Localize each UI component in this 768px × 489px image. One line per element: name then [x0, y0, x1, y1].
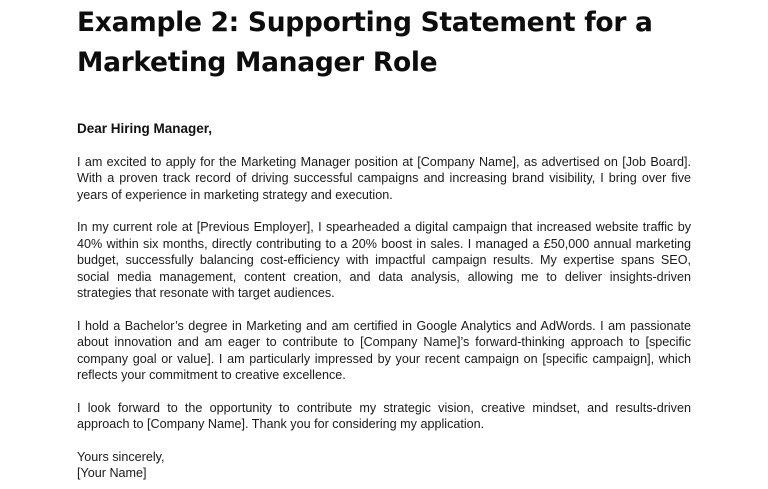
paragraph-qualifications: I hold a Bachelor’s degree in Marketing and am certified in Google Analytics and AdWords. I am passionate about innovation and am eager to contribute to [Company Name]’s forward-thinking approach to [specific company goal or value]. I am particularly impressed by your recent campaign on [specific campaign], which reflects your commitment to creative excellence. [77, 318, 691, 382]
document-title: Example 2: Supporting Statement for a Marketing Manager Role [77, 7, 653, 78]
closing-block [77, 449, 691, 482]
salutation: Dear Hiring Manager, [77, 121, 213, 136]
document-page [77, 0, 691, 482]
sign-off: Yours sincerely, [77, 449, 165, 464]
paragraph-conclusion: I look forward to the opportunity to contribute my strategic vision, creative mindset, and results-driven approach to [Company Name]. Thank you for considering my application. [77, 400, 691, 431]
signature-name: [Your Name] [77, 466, 147, 480]
paragraph-intro: I am excited to apply for the Marketing Manager position at [Company Name], as advertised on [Job Board]. With a proven track record of driving successful campaigns and increasing brand visibility, I bring over five years of experience in marketing strategy and execution. [77, 154, 691, 202]
paragraph-experience: In my current role at [Previous Employer], I spearheaded a digital campaign that increased website traffic by 40% within six months, directly contributing to a 20% boost in sales. I managed a £50,000 annual marketing budget, successfully balancing cost-efficiency with impactful campaign results. My expertise spans SEO, social media management, content creation, and data analysis, allowing me to deliver insights-driven strategies that resonate with target audiences. [77, 220, 691, 300]
